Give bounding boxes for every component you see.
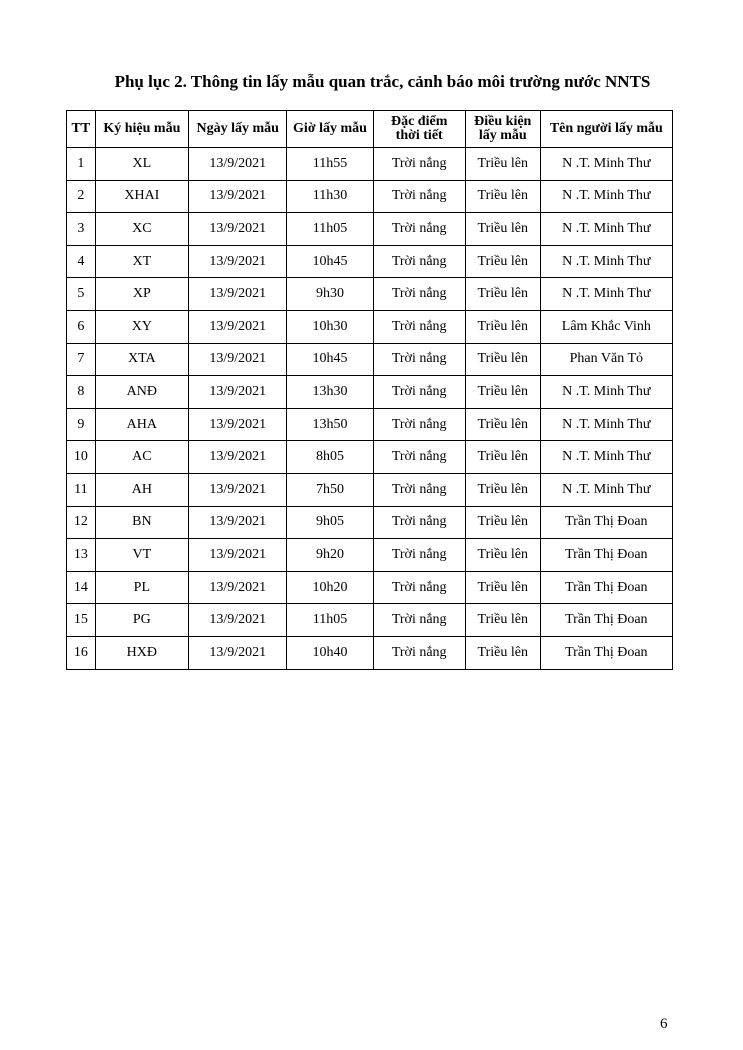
cell-sampling-condition: Triều lên [465, 408, 540, 441]
cell-sampling-condition: Triều lên [465, 604, 540, 637]
header-sampling-time: Giờ lấy mẫu [287, 111, 373, 148]
cell-sample-code: XT [95, 245, 188, 278]
document-title: Phụ lục 2. Thông tin lấy mẫu quan trắc, cảnh báo môi trường nước NNTS [114, 72, 651, 91]
cell-weather: Trời nắng [373, 278, 465, 311]
cell-sampling-condition: Triều lên [465, 473, 540, 506]
cell-sampling-date: 13/9/2021 [189, 376, 287, 409]
cell-sampling-condition: Triều lên [465, 441, 540, 474]
cell-weather: Trời nắng [373, 604, 465, 637]
cell-sampling-condition: Triều lên [465, 278, 540, 311]
header-sampling-date: Ngày lấy mẫu [189, 111, 287, 148]
cell-sampling-time: 9h20 [287, 539, 373, 572]
cell-sampling-condition: Triều lên [465, 148, 540, 181]
cell-sample-code: XP [95, 278, 188, 311]
cell-weather: Trời nắng [373, 376, 465, 409]
cell-sample-code: XTA [95, 343, 188, 376]
cell-tt: 7 [67, 343, 96, 376]
table-row [67, 604, 673, 637]
cell-sample-code: HXĐ [95, 636, 188, 669]
cell-sampler-name: Trần Thị Đoan [540, 506, 672, 539]
cell-tt: 9 [67, 408, 96, 441]
cell-sampler-name: Phan Văn Tỏ [540, 343, 672, 376]
cell-sampling-condition: Triều lên [465, 539, 540, 572]
header-sampling-condition: Điều kiện lấy mẫu [465, 111, 540, 148]
table-row [67, 408, 673, 441]
cell-weather: Trời nắng [373, 148, 465, 181]
cell-sampling-time: 11h05 [287, 604, 373, 637]
cell-sampler-name: N .T. Minh Thư [540, 408, 672, 441]
cell-sampler-name: Lâm Khắc Vinh [540, 310, 672, 343]
cell-sampling-date: 13/9/2021 [189, 506, 287, 539]
table-row [67, 213, 673, 246]
cell-weather: Trời nắng [373, 343, 465, 376]
cell-sample-code: XL [95, 148, 188, 181]
cell-sampling-condition: Triều lên [465, 571, 540, 604]
cell-tt: 10 [67, 441, 96, 474]
header-tt: TT [67, 111, 96, 148]
cell-tt: 6 [67, 310, 96, 343]
table-row [67, 506, 673, 539]
header-sampler-name: Tên người lấy mẫu [540, 111, 672, 148]
table-row [67, 245, 673, 278]
cell-sample-code: AH [95, 473, 188, 506]
cell-sampling-date: 13/9/2021 [189, 148, 287, 181]
cell-sampling-condition: Triều lên [465, 376, 540, 409]
cell-tt: 2 [67, 180, 96, 213]
cell-sampling-date: 13/9/2021 [189, 408, 287, 441]
cell-weather: Trời nắng [373, 441, 465, 474]
cell-weather: Trời nắng [373, 636, 465, 669]
cell-tt: 11 [67, 473, 96, 506]
sampling-info-table [66, 110, 673, 670]
table-row [67, 539, 673, 572]
cell-weather: Trời nắng [373, 408, 465, 441]
cell-sampler-name: Trần Thị Đoan [540, 571, 672, 604]
table-row [67, 636, 673, 669]
cell-sampling-date: 13/9/2021 [189, 539, 287, 572]
table-row [67, 180, 673, 213]
table-row [67, 343, 673, 376]
cell-weather: Trời nắng [373, 245, 465, 278]
cell-tt: 4 [67, 245, 96, 278]
cell-sample-code: XY [95, 310, 188, 343]
cell-tt: 16 [67, 636, 96, 669]
cell-sampling-date: 13/9/2021 [189, 473, 287, 506]
table-row [67, 278, 673, 311]
cell-tt: 12 [67, 506, 96, 539]
page-number: 6 [660, 1016, 668, 1032]
cell-weather: Trời nắng [373, 310, 465, 343]
header-sample-code: Ký hiệu mẫu [95, 111, 188, 148]
cell-sampling-date: 13/9/2021 [189, 441, 287, 474]
cell-sampler-name: N .T. Minh Thư [540, 278, 672, 311]
cell-tt: 13 [67, 539, 96, 572]
cell-sample-code: XHAI [95, 180, 188, 213]
cell-sampler-name: N .T. Minh Thư [540, 213, 672, 246]
cell-sampler-name: Trần Thị Đoan [540, 539, 672, 572]
cell-sampling-date: 13/9/2021 [189, 213, 287, 246]
cell-weather: Trời nắng [373, 180, 465, 213]
cell-sampling-time: 9h30 [287, 278, 373, 311]
cell-sample-code: XC [95, 213, 188, 246]
cell-sampler-name: N .T. Minh Thư [540, 245, 672, 278]
cell-sampling-condition: Triều lên [465, 310, 540, 343]
cell-tt: 5 [67, 278, 96, 311]
cell-sampling-time: 10h30 [287, 310, 373, 343]
cell-sampling-time: 11h30 [287, 180, 373, 213]
cell-sampling-condition: Triều lên [465, 245, 540, 278]
cell-sampling-date: 13/9/2021 [189, 343, 287, 376]
cell-sampling-date: 13/9/2021 [189, 604, 287, 637]
cell-tt: 8 [67, 376, 96, 409]
table-header-row [67, 111, 673, 148]
cell-sampler-name: N .T. Minh Thư [540, 180, 672, 213]
cell-sample-code: AC [95, 441, 188, 474]
cell-sampling-time: 10h20 [287, 571, 373, 604]
cell-sample-code: AHA [95, 408, 188, 441]
cell-sampling-date: 13/9/2021 [189, 245, 287, 278]
cell-sampling-condition: Triều lên [465, 506, 540, 539]
cell-sampling-time: 9h05 [287, 506, 373, 539]
cell-sampling-time: 7h50 [287, 473, 373, 506]
cell-weather: Trời nắng [373, 473, 465, 506]
cell-sampling-time: 10h45 [287, 343, 373, 376]
cell-sampling-time: 13h50 [287, 408, 373, 441]
cell-tt: 15 [67, 604, 96, 637]
cell-sampling-time: 10h40 [287, 636, 373, 669]
table-row [67, 473, 673, 506]
cell-weather: Trời nắng [373, 571, 465, 604]
table-row [67, 310, 673, 343]
cell-tt: 1 [67, 148, 96, 181]
cell-tt: 14 [67, 571, 96, 604]
table-row [67, 376, 673, 409]
cell-sample-code: PG [95, 604, 188, 637]
cell-sampling-date: 13/9/2021 [189, 636, 287, 669]
cell-sampling-time: 8h05 [287, 441, 373, 474]
table-row [67, 571, 673, 604]
cell-sample-code: BN [95, 506, 188, 539]
header-weather: Đặc điểm thời tiết [373, 111, 465, 148]
cell-sampling-date: 13/9/2021 [189, 278, 287, 311]
cell-weather: Trời nắng [373, 213, 465, 246]
cell-sampler-name: Trần Thị Đoan [540, 604, 672, 637]
cell-sample-code: PL [95, 571, 188, 604]
cell-sampling-condition: Triều lên [465, 636, 540, 669]
cell-sampling-condition: Triều lên [465, 213, 540, 246]
cell-sampler-name: Trần Thị Đoan [540, 636, 672, 669]
cell-sampling-date: 13/9/2021 [189, 310, 287, 343]
cell-sampler-name: N .T. Minh Thư [540, 473, 672, 506]
cell-weather: Trời nắng [373, 506, 465, 539]
cell-sampling-time: 13h30 [287, 376, 373, 409]
cell-sampler-name: N .T. Minh Thư [540, 376, 672, 409]
table-row [67, 148, 673, 181]
cell-sampling-date: 13/9/2021 [189, 571, 287, 604]
cell-sampling-time: 10h45 [287, 245, 373, 278]
cell-weather: Trời nắng [373, 539, 465, 572]
cell-sampling-time: 11h05 [287, 213, 373, 246]
cell-sampler-name: N .T. Minh Thư [540, 148, 672, 181]
cell-tt: 3 [67, 213, 96, 246]
cell-sample-code: VT [95, 539, 188, 572]
cell-sampler-name: N .T. Minh Thư [540, 441, 672, 474]
cell-sampling-condition: Triều lên [465, 180, 540, 213]
cell-sampling-condition: Triều lên [465, 343, 540, 376]
cell-sampling-date: 13/9/2021 [189, 180, 287, 213]
cell-sampling-time: 11h55 [287, 148, 373, 181]
cell-sample-code: ANĐ [95, 376, 188, 409]
table-row [67, 441, 673, 474]
